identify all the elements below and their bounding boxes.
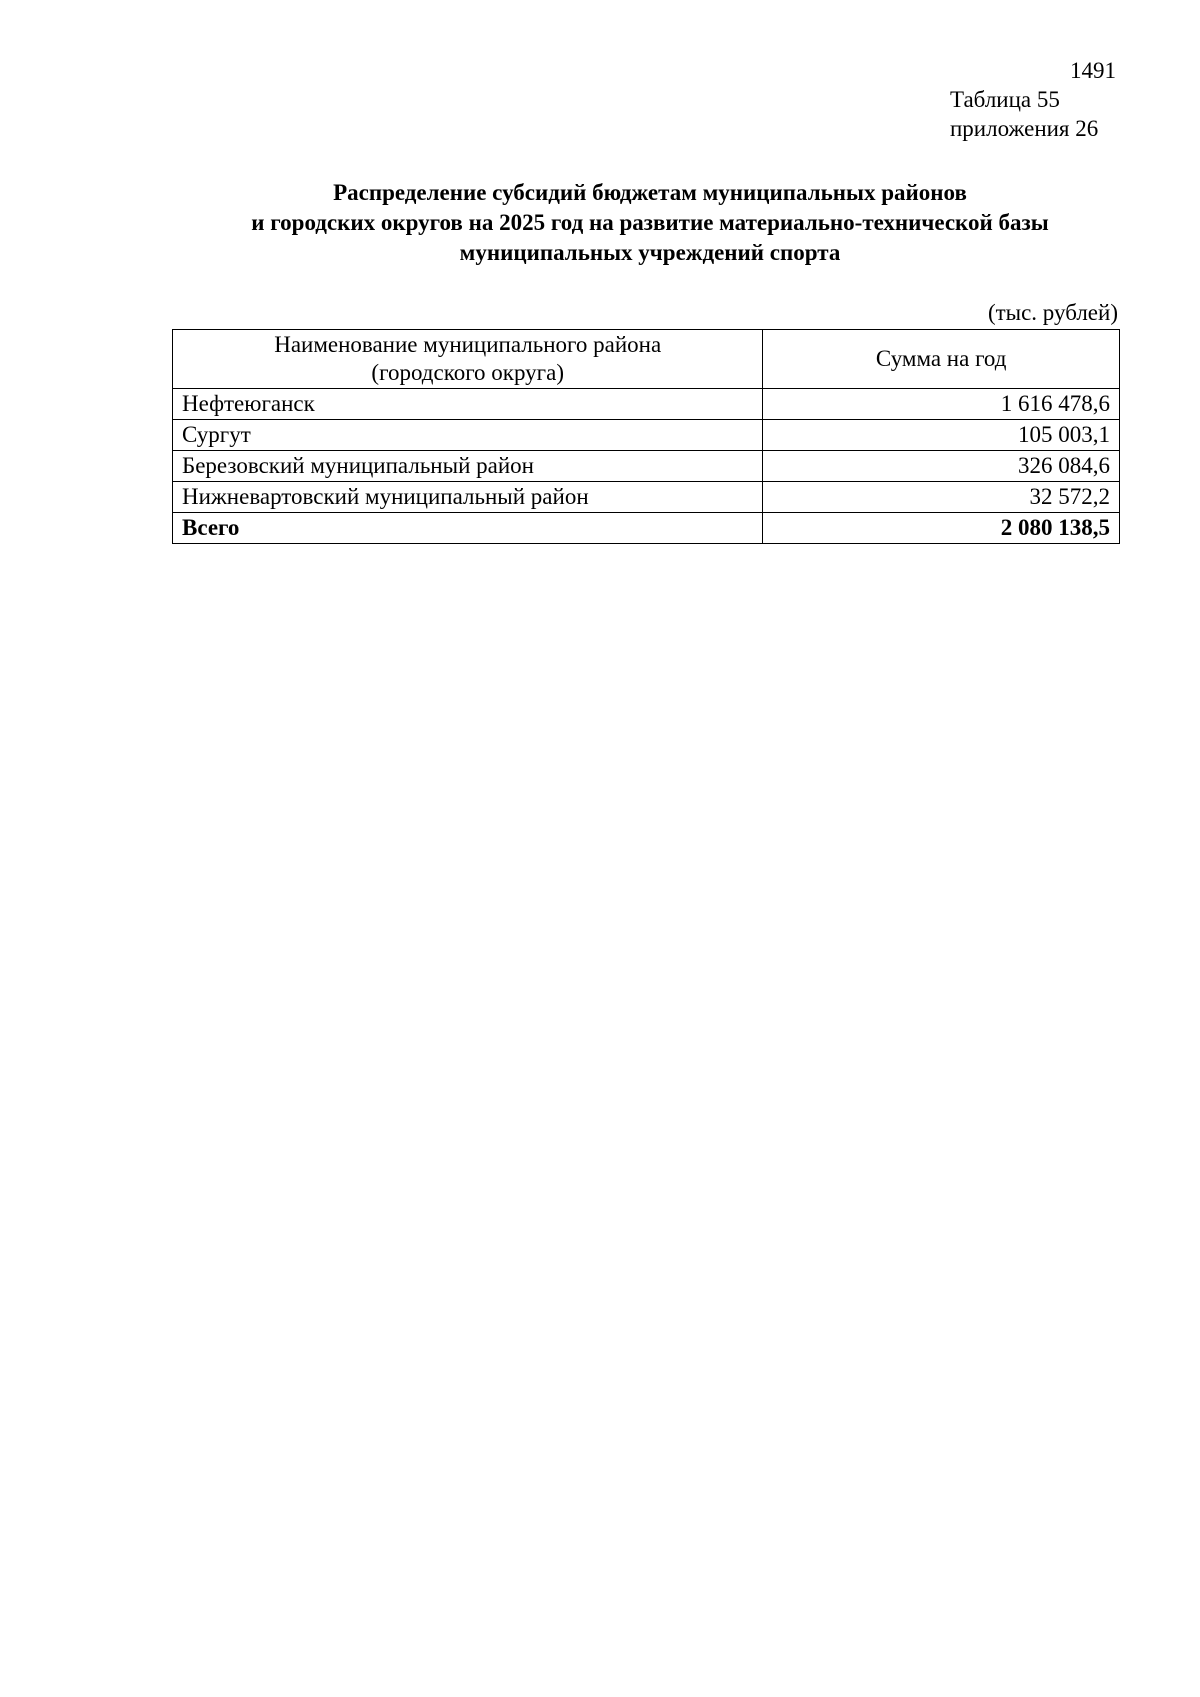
header-sum: Сумма на год [763,330,1120,389]
table-total-row [173,513,1120,544]
total-name: Всего [173,513,763,544]
row-sum: 105 003,1 [763,420,1120,451]
total-sum: 2 080 138,5 [763,513,1120,544]
title-line-2: и городских округов на 2025 год на развитие материально-технической базы [251,210,1049,235]
table-row [173,451,1120,482]
document-title [130,178,1170,268]
header-name-line-1: Наименование муниципального района [274,332,662,357]
row-name: Березовский муниципальный район [173,451,763,482]
row-sum: 32 572,2 [763,482,1120,513]
row-name: Нефтеюганск [173,389,763,420]
header-name [173,330,763,389]
page-number: 1491 [1070,58,1116,83]
table-row [173,482,1120,513]
row-sum: 326 084,6 [763,451,1120,482]
table-label: Таблица 55 [950,87,1060,112]
title-line-3: муниципальных учреждений спорта [459,240,841,265]
table-header-row [173,330,1120,389]
row-sum: 1 616 478,6 [763,389,1120,420]
subsidy-table [172,329,1120,544]
title-line-1: Распределение субсидий бюджетам муниципальных районов [333,180,967,205]
table-row [173,389,1120,420]
unit-label: (тыс. рублей) [987,300,1118,325]
row-name: Нижневартовский муниципальный район [173,482,763,513]
appendix-label: приложения 26 [950,116,1099,141]
header-name-line-2: (городского округа) [371,360,564,385]
row-name: Сургут [173,420,763,451]
table-row [173,420,1120,451]
page-header [950,56,1120,143]
